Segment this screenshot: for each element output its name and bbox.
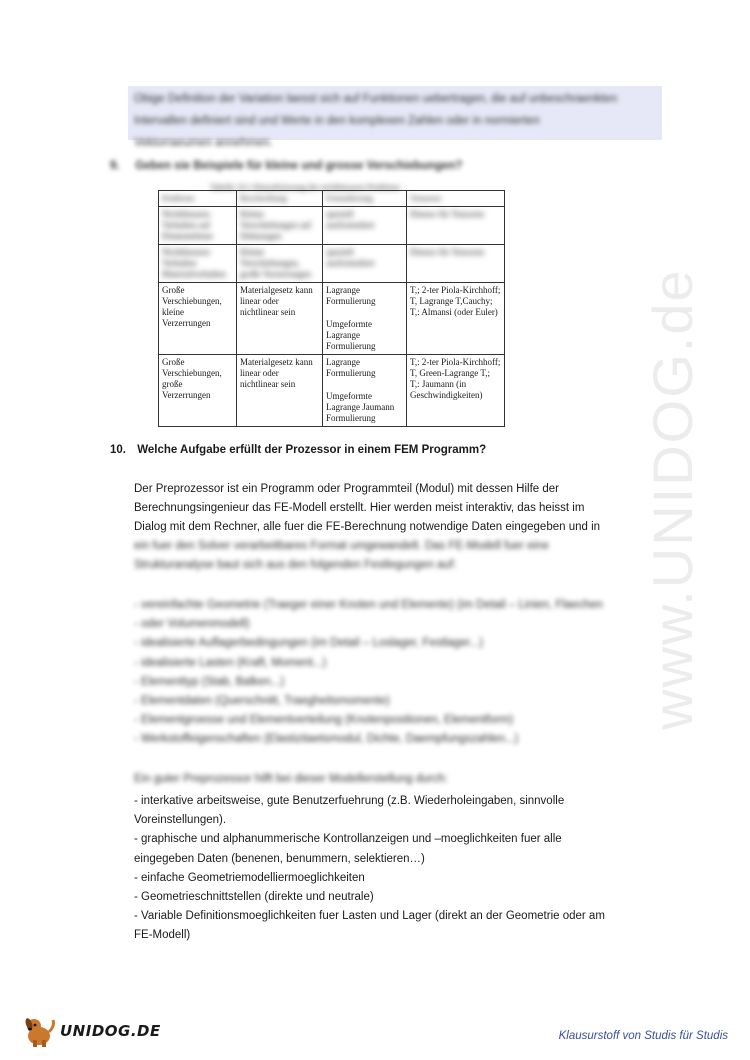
table-cell: speziell ausformuliert xyxy=(323,245,407,283)
list-item: - interkative arbeitsweise, gute Benutzerfuehrung (z.B. Wiederholeingaben, sinnvolle xyxy=(134,795,565,807)
question-9-heading xyxy=(110,160,462,172)
table-cell: Nichtlineares Verhalten auf Elementebene xyxy=(159,207,237,245)
table-cell xyxy=(323,283,407,355)
table-cell: Ebenso für Tensoren xyxy=(407,207,505,245)
table-cell: speziell ausformuliert xyxy=(323,207,407,245)
table-cell: Kleine Verschiebungen auf Dehnungen xyxy=(237,207,323,245)
table-header-cell: Beschreibung xyxy=(237,191,323,207)
table-row xyxy=(159,245,505,283)
list-item: - idealisierte Lasten (Kraft, Moment...) xyxy=(134,656,327,669)
logo-text: UNIDOG.DE xyxy=(60,1022,161,1040)
blurred-line: Intervallen definiert sind und Werte in den komplexen Zahlen oder in normierten xyxy=(134,115,540,127)
highlighted-paragraph xyxy=(128,86,662,149)
paragraph-line: Der Preprozessor ist ein Programm oder Programmteil (Modul) mit dessen Hilfe der xyxy=(134,483,560,495)
intro-paragraph xyxy=(134,480,674,538)
table-cell: Nichtlineares Verhalten Materialverhalten xyxy=(159,245,237,283)
table-cell: T,; 2-ter Piola-Kirchhoff; T, Lagrange T,Cauchy; T,: Almansi (oder Euler) xyxy=(407,283,505,355)
unidog-logo xyxy=(22,1014,161,1048)
list-item: - graphische und alphanummerische Kontrollanzeigen und –moeglichkeiten fuer alle xyxy=(134,833,562,846)
list-item: - Elementtyp (Stab, Balken...) xyxy=(134,675,285,688)
dog-icon xyxy=(22,1014,56,1048)
list-item: - Elementgroesse und Elementverteilung (Knotenpositionen, Elementform) xyxy=(134,714,514,727)
table-cell: Ebenso für Tensoren xyxy=(407,245,505,283)
table-cell: T,: 2-ter Piola-Kirchhoff; T, Green-Lagrange T,; T,: Jaumann (in Geschwindigkeiten) xyxy=(407,355,505,427)
table-cell: Materialgesetz kann linear oder nichtlinear sein xyxy=(237,283,323,355)
cell-line: Lagrange Formulierung xyxy=(326,285,376,306)
question-text: Geben sie Beispiele für kleine und grosse Verschiebungen? xyxy=(135,160,463,172)
blurred-line: Obige Definition der Variation laesst sich auf Funktionen uebertragen, die auf unbeschraenkten xyxy=(134,93,618,105)
table-cell xyxy=(323,355,407,427)
list-item: Voreinstellungen). xyxy=(134,814,227,827)
footer-tagline: Klausurstoff von Studis für Studis xyxy=(558,1030,728,1042)
list-item: - Geometrieschnittstellen (direkte und neutrale) xyxy=(134,891,374,904)
table-cell: Große Verschiebungen, kleine Verzerrungen xyxy=(159,283,237,355)
list-item: - vereinfachte Geometrie (Traeger einer Knoten und Elemente) (im Detail – Linien, Flaechen xyxy=(134,599,603,611)
cell-line: Umgeformte Lagrange Formulierung xyxy=(326,319,376,351)
table-cell: Kleine Verschiebungen, große Verzerrungen xyxy=(237,245,323,283)
cell-line: Umgeformte Lagrange Jaumann Formulierung xyxy=(326,391,395,423)
paragraph-line: Ein guter Preprozessor hilft bei dieser Modellerstellung durch: xyxy=(134,773,448,785)
question-number: 9. xyxy=(110,160,120,172)
list-item: - Elementdaten (Querschnitt, Traegheitsmomente) xyxy=(134,695,390,708)
blurred-list xyxy=(134,596,674,750)
table-header-cell: Formulierung xyxy=(323,191,407,207)
nonlinear-problems-table xyxy=(158,190,505,427)
question-10-heading xyxy=(110,444,486,456)
list-item: - idealisierte Auflagerbedingungen (im Detail – Loslager, Festlager...) xyxy=(134,637,484,650)
feature-list xyxy=(134,792,674,946)
cell-line: Lagrange Formulierung xyxy=(326,357,376,378)
list-item: FE-Modell) xyxy=(134,929,191,942)
blurred-paragraph xyxy=(134,537,674,575)
paragraph-line: Berechnungsingenieur das FE-Modell erstellt. Hier werden meist interaktiv, das heisst im xyxy=(134,502,585,515)
paragraph-line: ein fuer den Solver verarbeitbares Format umgewandelt. Das FE-Modell fuer eine xyxy=(134,540,549,552)
blurred-line: Vektorraeumen annehmen. xyxy=(134,137,273,149)
list-item: - oder Volumenmodell) xyxy=(134,618,250,631)
paragraph-line: Dialog mit dem Rechner, alle fuer die FE-Berechnung notwendige Daten eingegeben und in xyxy=(134,521,601,534)
table-row xyxy=(159,355,505,427)
list-item: eingegeben Daten (benenen, benummern, selektieren…) xyxy=(134,852,425,865)
question-number: 10. xyxy=(110,444,126,456)
list-item: - Werkstoffeigenschaften (Elastizitaetsmodul, Dichte, Daempfungszahlen...) xyxy=(134,733,519,746)
table-caption: Tabelle 10.1 Klassifizierung der nichtlinearen Probleme xyxy=(210,182,401,192)
paragraph-line: Strukturanalyse baut sich aus den folgenden Festlegungen auf: xyxy=(134,559,457,572)
table-cell: Materialgesetz kann linear oder nichtlinear sein xyxy=(237,355,323,427)
table-row xyxy=(159,207,505,245)
table-header-cell: Tensoren xyxy=(407,191,505,207)
list-item: - einfache Geometriemodelliermoeglichkeiten xyxy=(134,871,365,884)
list-item: - Variable Definitionsmoeglichkeiten fuer Lasten und Lager (direkt an der Geometrie oder am xyxy=(134,910,605,923)
table-cell: Große Verschiebungen, große Verzerrungen xyxy=(159,355,237,427)
blurred-line xyxy=(134,770,674,789)
question-text: Welche Aufgabe erfüllt der Prozessor in einem FEM Programm? xyxy=(137,444,487,456)
watermark: www.UNIDOG.de xyxy=(641,268,704,730)
table-header-cell: Probleme xyxy=(159,191,237,207)
table-header-row xyxy=(159,191,505,207)
table-row xyxy=(159,283,505,355)
